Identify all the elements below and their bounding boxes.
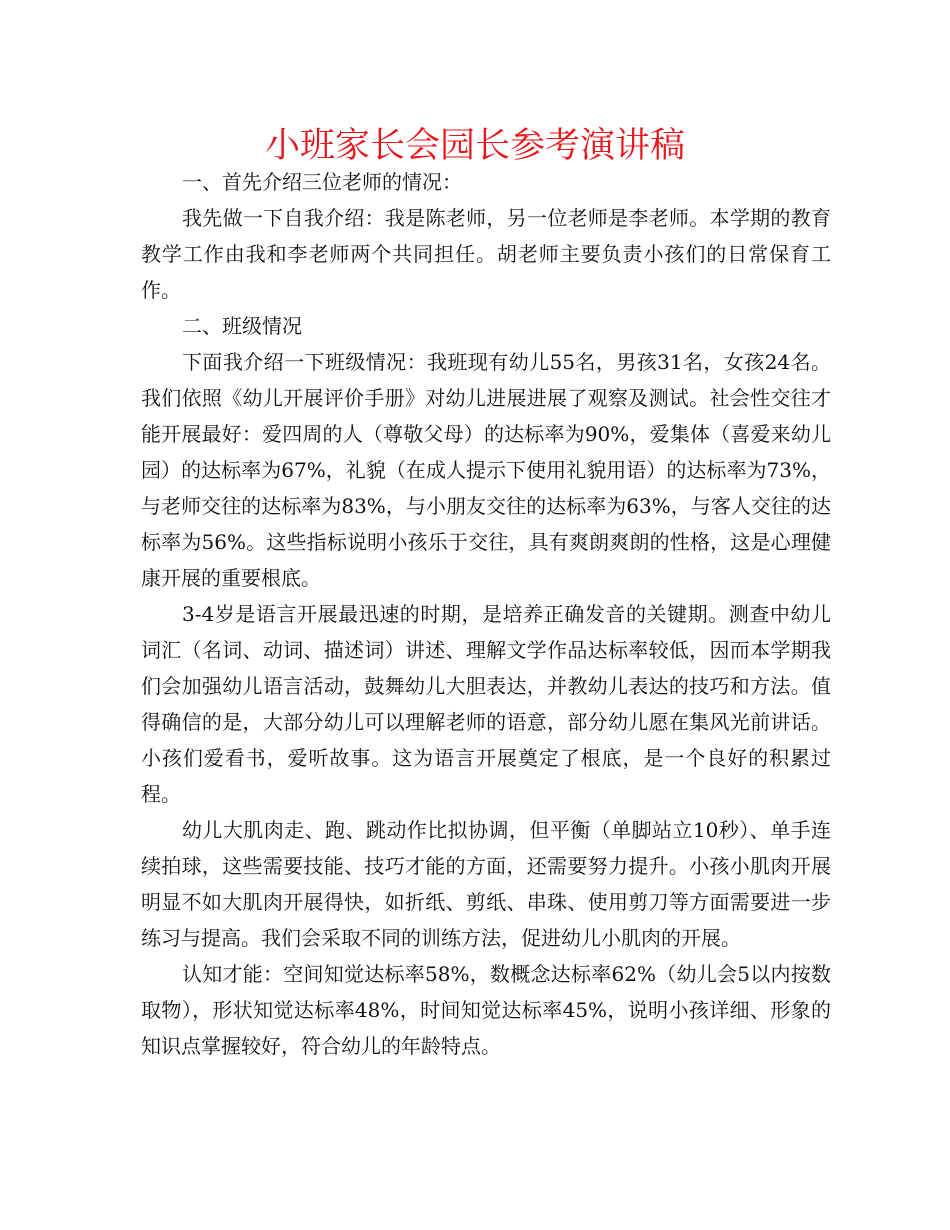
paragraph-class-statistics: 下面我介绍一下班级情况：我班现有幼儿55名，男孩31名，女孩24名。我们依照《幼儿开展评价手册》对幼儿进展进展了观察及测试。社会性交往才能开展最好：爱四周的人（尊敬父母）的达标率为90%，爱集体（喜爱来幼儿园）的达标率为67%，礼貌（在成人提示下使用礼貌用语）的达标率为73%，与老师交往的达标率为83%，与小朋友交往的达标率为63%，与客人交往的达标率为56%。这些指标说明小孩乐于交往，具有爽朗爽朗的性格，这是心理健康开展的重要根底。: [141, 350, 831, 590]
paragraph-cognitive-ability: 认知才能：空间知觉达标率58%，数概念达标率62%（幼儿会5以内按数取物），形状知觉达标率48%，时间知觉达标率45%，说明小孩详细、形象的知识点掌握较好，符合幼儿的年龄特点。: [141, 962, 831, 1058]
section-heading-class-info: 二、班级情况: [182, 314, 302, 338]
paragraph-self-introduction: 我先做一下自我介绍：我是陈老师，另一位老师是李老师。本学期的教育教学工作由我和李老师两个共同担任。胡老师主要负责小孩们的日常保育工作。: [141, 206, 831, 302]
section-heading-teachers: 一、首先介绍三位老师的情况：: [182, 170, 462, 194]
paragraph-language-development: 3-4岁是语言开展最迅速的时期，是培养正确发音的关键期。测查中幼儿词汇（名词、动词、描述词）讲述、理解文学作品达标率较低，因而本学期我们会加强幼儿语言活动，鼓舞幼儿大胆表达，并教幼儿表达的技巧和方法。值得确信的是，大部分幼儿可以理解老师的语意，部分幼儿愿在集风光前讲话。小孩们爱看书，爱听故事。这为语言开展奠定了根底，是一个良好的积累过程。: [141, 602, 831, 806]
document-title: 小班家长会园长参考演讲稿: [264, 126, 685, 166]
paragraph-motor-skills: 幼儿大肌肉走、跑、跳动作比拟协调，但平衡（单脚站立10秒）、单手连续拍球，这些需要技能、技巧才能的方面，还需要努力提升。小孩小肌肉开展明显不如大肌肉开展得快，如折纸、剪纸、串珠、使用剪刀等方面需要进一步练习与提高。我们会采取不同的训练方法，促进幼儿小肌肉的开展。: [141, 818, 831, 950]
document-body: [141, 164, 831, 1064]
